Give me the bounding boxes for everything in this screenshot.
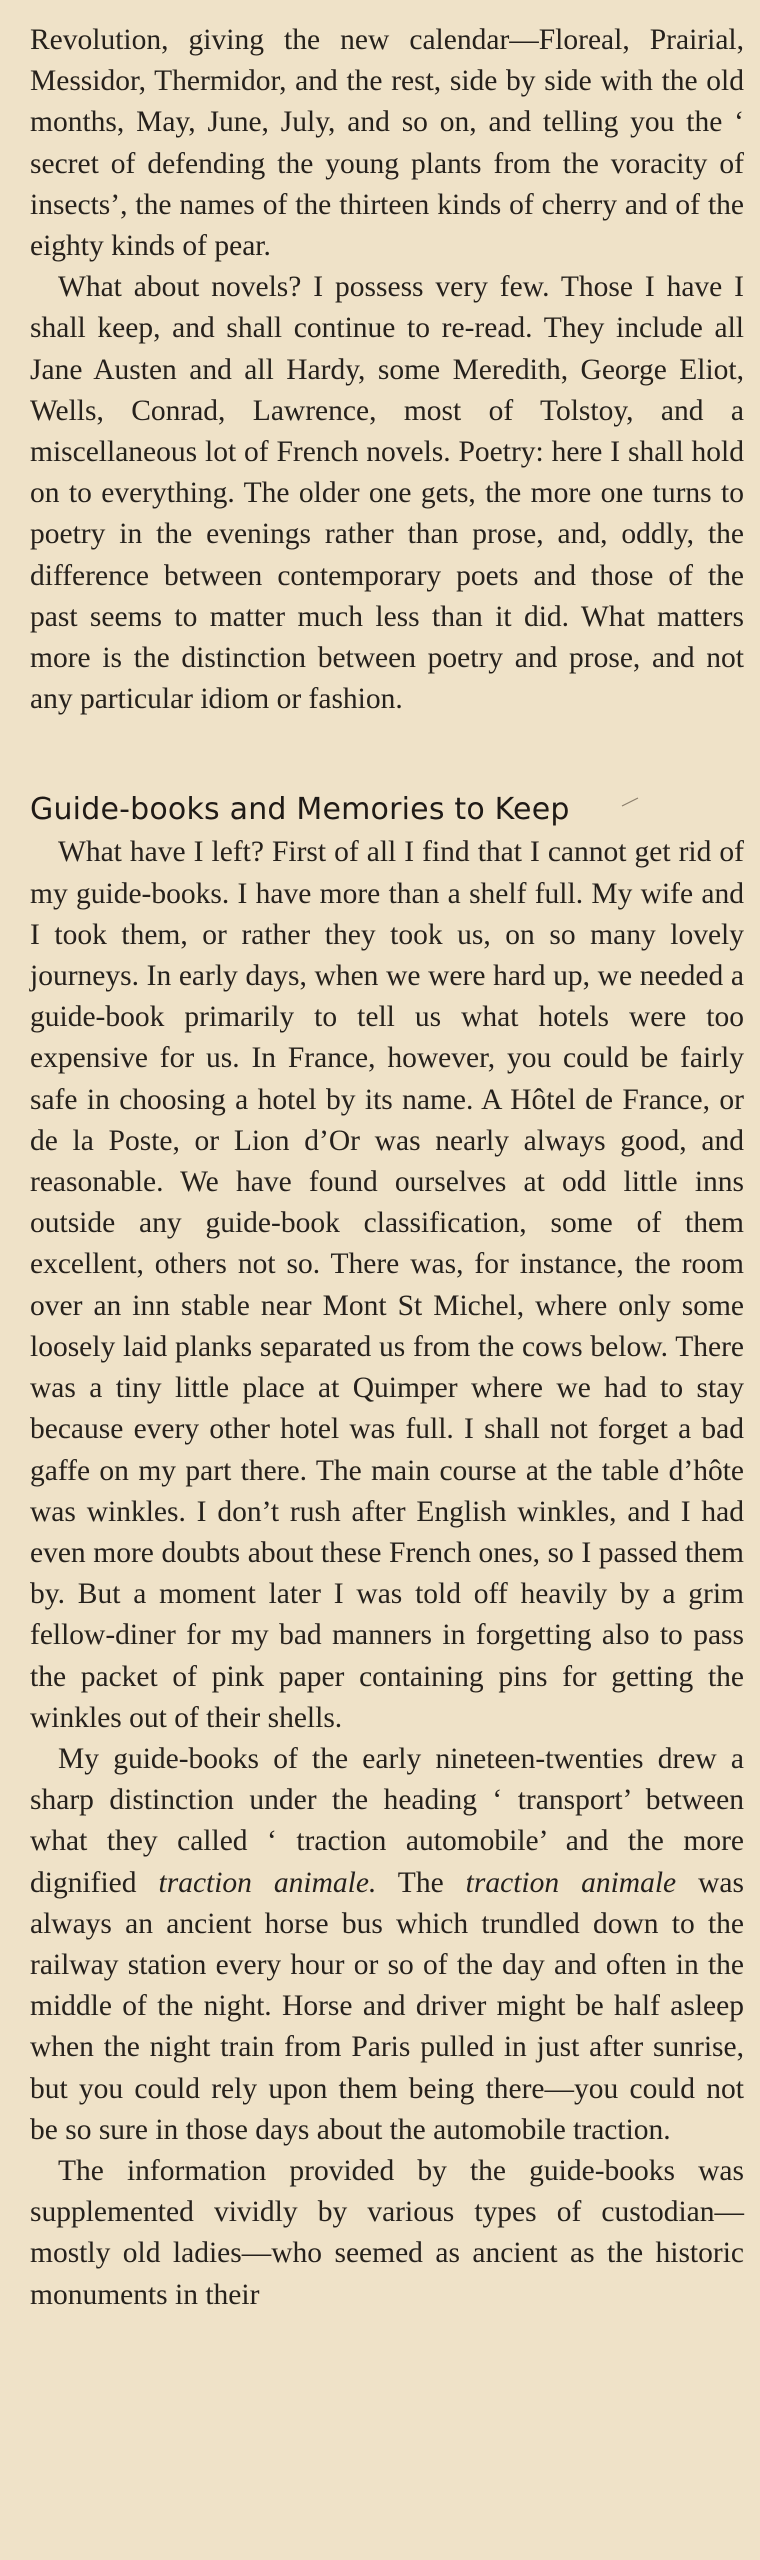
transport-text-3: was always an ancient horse bus which trundled down to the railway station every hour or so of the day and often in the middle of the night. Horse and driver might be half asleep when the night train from Paris pulled in just after sunrise, but you could rely upon them being there—you could not be so sure in those days about the automobile traction. bbox=[30, 1866, 744, 2146]
transport-text-2: The bbox=[376, 1866, 466, 1899]
ink-mark-decoration bbox=[620, 796, 640, 808]
italic-traction-animale-1: traction animale. bbox=[158, 1866, 377, 1899]
italic-traction-animale-2: traction animale bbox=[465, 1866, 677, 1899]
paragraph-guide-books: What have I left? First of all I find that I cannot get rid of my guide-books. I have more than a shelf full. My wife and I took them, or rather they took us, on so many lovely journeys. In early days, when we were hard up, we needed a guide-book primarily to tell us what hotels were too expensive for us. In France, however, you could be fairly safe in choosing a hotel by its name. A Hôtel de France, or de la Poste, or Lion d’Or was nearly always good, and reasonable. We have found ourselves at odd little inns outside any guide-book classification, some of them excellent, others not so. There was, for instance, the room over an inn stable near Mont St Michel, where only some loosely laid planks separated us from the cows below. There was a tiny little place at Quimper where we had to stay because every other hotel was full. I shall not forget a bad gaffe on my part there. The main course at the table d’hôte was winkles. I don’t rush after English winkles, and I had even more doubts about these French ones, so I passed them by. But a moment later I was told off heavily by a grim fellow-diner for my bad manners in forgetting also to pass the packet of pink paper containing pins for getting the winkles out of their shells. bbox=[30, 836, 744, 1734]
paragraph-calendar: Revolution, giving the new calendar—Floreal, Prairial, Messidor, Thermidor, and the rest, side by side with the old months, May, June, July, and so on, and telling you the ‘ secret of defending the young plants from the voracity of insects’, the names of the thirteen kinds of cherry and of the eighty kinds of pear. bbox=[30, 24, 744, 263]
section-heading: Guide-books and Memories to Keep bbox=[30, 792, 570, 828]
transport-text-1: My guide-books of the early nineteen-twenties drew a sharp distinction under the heading ‘ transport’ between what they called ‘ traction automobile’ and the more dignified bbox=[30, 1742, 744, 1899]
paragraph-novels-poetry: What about novels? I possess very few. Those I have I shall keep, and shall continue to re-read. They include all Jane Austen and all Hardy, some Meredith, George Eliot, Wells, Conrad, Lawrence, most of Tolstoy, and a miscellaneous lot of French novels. Poetry: here I shall hold on to everything. The older one gets, the more one turns to poetry in the evenings rather than prose, and, oddly, the difference between contemporary poets and those of the past seems to matter much less than it did. What matters more is the distinction between poetry and prose, and not any particular idiom or fashion. bbox=[30, 271, 744, 716]
paragraph-custodians: The information provided by the guide-books was supplemented vividly by various types of custodian—mostly old ladies—who seemed as ancient as the historic monuments in their bbox=[30, 2154, 744, 2311]
paragraph-transport bbox=[30, 1739, 744, 2151]
